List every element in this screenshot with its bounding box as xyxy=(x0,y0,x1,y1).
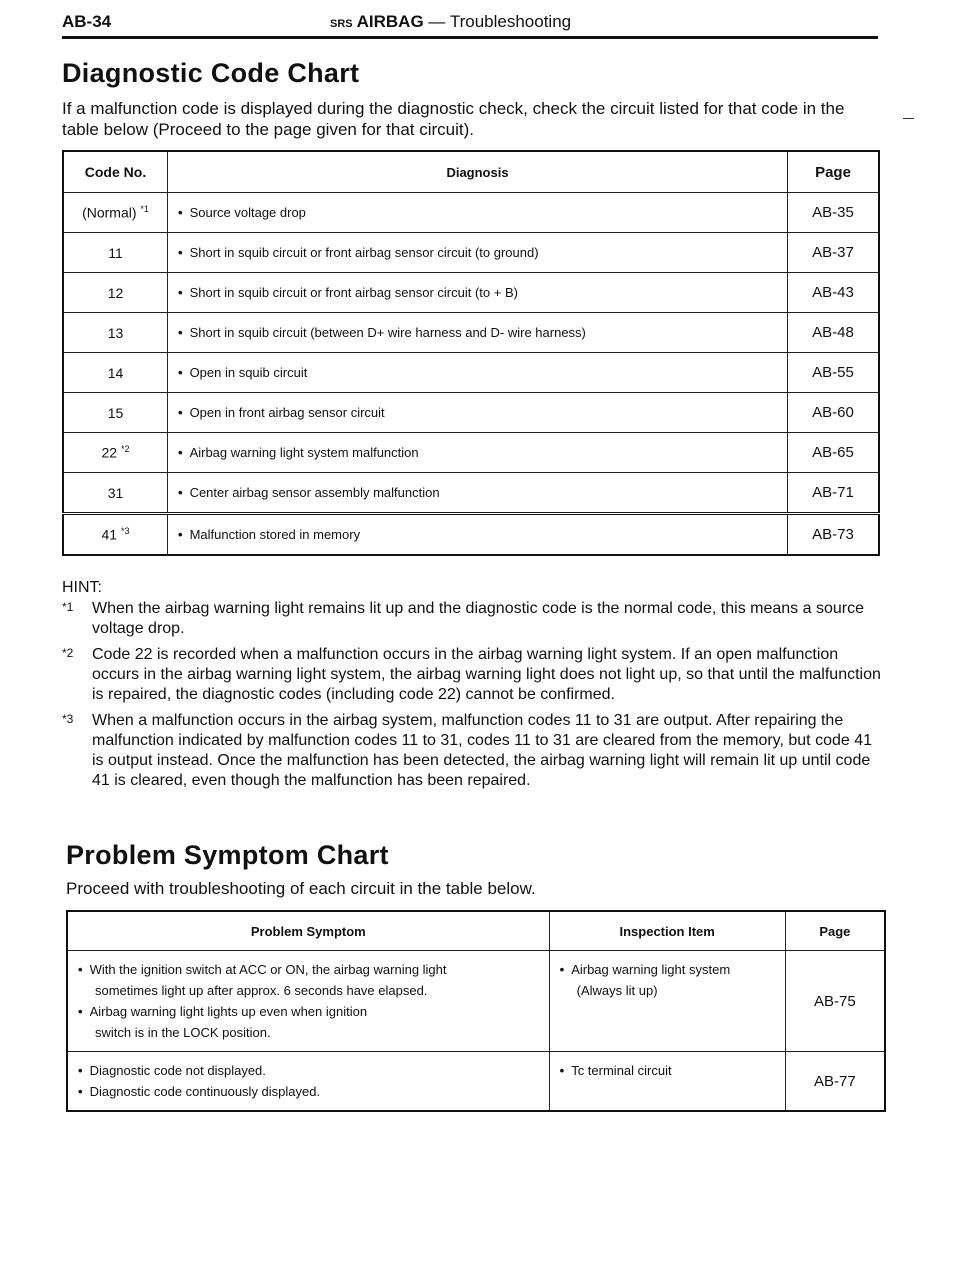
table-row xyxy=(63,353,879,393)
table-row xyxy=(63,273,879,313)
code-cell xyxy=(63,514,168,556)
footnote-mark: *3 xyxy=(62,712,74,726)
diagnosis-cell: • Center airbag sensor assembly malfunction xyxy=(168,473,788,514)
srs-label: SRS xyxy=(330,18,353,30)
page-cell: AB-35 xyxy=(788,193,880,233)
hint-block xyxy=(62,578,884,791)
table-row xyxy=(67,1052,885,1112)
footnote-mark: *1 xyxy=(140,204,149,215)
section-subtitle: — Troubleshooting xyxy=(428,12,572,31)
diagnosis-cell: • Source voltage drop xyxy=(168,193,788,233)
col-problem-symptom: Problem Symptom xyxy=(67,911,549,951)
code-cell: 31 xyxy=(63,473,168,514)
page-cell: AB-48 xyxy=(788,313,880,353)
code-cell: 11 xyxy=(63,233,168,273)
diagnosis-text: Open in front airbag sensor circuit xyxy=(189,405,385,420)
code-cell: 13 xyxy=(63,313,168,353)
diagnosis-cell: • Malfunction stored in memory xyxy=(168,514,788,556)
running-header xyxy=(62,12,878,39)
hint-note-text: Code 22 is recorded when a malfunction occurs in the airbag warning light system. If an open malfunction occurs in the airbag warning light system, the airbag warning light does not light up, so that until the malfunction is repaired, the diagnostic codes (including code 22) cannot be confirmed. xyxy=(92,646,881,703)
code-cell: 14 xyxy=(63,353,168,393)
table-row xyxy=(63,233,879,273)
code-value: 41 xyxy=(101,526,118,543)
page-cell: AB-60 xyxy=(788,393,880,433)
code-cell: 15 xyxy=(63,393,168,433)
footnote-mark: *2 xyxy=(62,646,74,660)
inspection-text: (Always lit up) xyxy=(576,983,658,998)
symptom-cell: • With the ignition switch at ACC or ON, the airbag warning light sometimes light up after approx. 6 seconds have elapsed. • Airbag warning light lights up even when ignition switch is in the LOCK position. xyxy=(67,951,549,1052)
code-value: 22 xyxy=(101,444,118,461)
hint-note xyxy=(62,599,884,639)
page-cell: AB-37 xyxy=(788,233,880,273)
margin-mark xyxy=(903,118,914,119)
table-row xyxy=(63,313,879,353)
table-header-row xyxy=(67,911,885,951)
diagnosis-text: Short in squib circuit or front airbag sensor circuit (to ground) xyxy=(189,245,539,260)
page-cell: AB-75 xyxy=(785,951,885,1052)
code-cell: 12 xyxy=(63,273,168,313)
hint-note xyxy=(62,711,884,791)
table-row xyxy=(67,951,885,1052)
table-header-row xyxy=(63,151,879,193)
table-row xyxy=(63,193,879,233)
table-row xyxy=(63,393,879,433)
section-title xyxy=(330,12,571,32)
diagnosis-text: Source voltage drop xyxy=(189,205,306,220)
diagnosis-cell: • Open in front airbag sensor circuit xyxy=(168,393,788,433)
symptom-intro: Proceed with troubleshooting of each circuit in the table below. xyxy=(66,879,536,898)
page-cell: AB-43 xyxy=(788,273,880,313)
col-page: Page xyxy=(785,911,885,951)
col-page: Page xyxy=(788,151,880,193)
symptom-text: sometimes light up after approx. 6 seconds have elapsed. xyxy=(95,983,428,998)
table-row xyxy=(63,433,879,473)
diagnosis-text: Center airbag sensor assembly malfunction xyxy=(189,485,440,500)
page-cell: AB-77 xyxy=(785,1052,885,1112)
diagnosis-text: Open in squib circuit xyxy=(189,365,308,380)
symptom-text: switch is in the LOCK position. xyxy=(95,1025,271,1040)
symptom-text: Diagnostic code not displayed. xyxy=(89,1063,266,1078)
col-code: Code No. xyxy=(63,151,168,193)
footnote-mark: *1 xyxy=(62,600,74,614)
symptom-text: Airbag warning light lights up even when ignition xyxy=(89,1004,368,1019)
diagnosis-cell: • Open in squib circuit xyxy=(168,353,788,393)
problem-symptom-chart-title: Problem Symptom Chart xyxy=(66,840,389,870)
diagnosis-cell: • Short in squib circuit or front airbag sensor circuit (to ground) xyxy=(168,233,788,273)
symptom-text: With the ignition switch at ACC or ON, the airbag warning light xyxy=(89,962,447,977)
diagnostic-intro: If a malfunction code is displayed during the diagnostic check, check the circuit listed for that code in the table below (Proceed to the page given for that circuit). xyxy=(62,99,845,139)
col-inspection-item: Inspection Item xyxy=(549,911,785,951)
diagnostic-code-chart-title: Diagnostic Code Chart xyxy=(62,58,360,88)
hint-label: HINT: xyxy=(62,579,102,596)
inspection-cell: • Tc terminal circuit xyxy=(549,1052,785,1112)
diagnosis-text: Airbag warning light system malfunction xyxy=(189,445,419,460)
page-number: AB-34 xyxy=(62,12,112,31)
diagnosis-cell: • Airbag warning light system malfunction xyxy=(168,433,788,473)
diagnosis-cell: • Short in squib circuit (between D+ wire harness and D- wire harness) xyxy=(168,313,788,353)
section-name: AIRBAG xyxy=(356,12,424,31)
diagnostic-code-table xyxy=(62,150,880,556)
diagnosis-cell: • Short in squib circuit or front airbag sensor circuit (to + B) xyxy=(168,273,788,313)
problem-symptom-table xyxy=(66,910,886,1112)
hint-note-text: When the airbag warning light remains lit up and the diagnostic code is the normal code, this means a source voltage drop. xyxy=(92,600,864,637)
diagnosis-text: Short in squib circuit or front airbag sensor circuit (to + B) xyxy=(189,285,518,300)
code-cell xyxy=(63,433,168,473)
page-cell: AB-65 xyxy=(788,433,880,473)
diagnosis-text: Malfunction stored in memory xyxy=(189,527,361,542)
page-cell: AB-71 xyxy=(788,473,880,514)
code-value: (Normal) xyxy=(82,204,137,221)
table-row xyxy=(63,473,879,514)
symptom-text: Diagnostic code continuously displayed. xyxy=(89,1084,321,1099)
inspection-text: Tc terminal circuit xyxy=(571,1063,672,1078)
page-cell: AB-73 xyxy=(788,514,880,556)
col-diagnosis: Diagnosis xyxy=(168,151,788,193)
footnote-mark: *3 xyxy=(120,526,130,537)
symptom-cell: • Diagnostic code not displayed. • Diagnostic code continuously displayed. xyxy=(67,1052,549,1112)
footnote-mark: *2 xyxy=(120,444,130,455)
inspection-cell: • Airbag warning light system (Always lit up) xyxy=(549,951,785,1052)
hint-note xyxy=(62,645,884,705)
code-cell xyxy=(63,193,168,233)
diagnosis-text: Short in squib circuit (between D+ wire harness and D- wire harness) xyxy=(189,325,586,340)
table-row xyxy=(63,514,879,556)
page-cell: AB-55 xyxy=(788,353,880,393)
inspection-text: Airbag warning light system xyxy=(571,962,731,977)
hint-note-text: When a malfunction occurs in the airbag system, malfunction codes 11 to 31 are output. After repairing the malfunction indicated by malfunction codes 11 to 31, codes 11 to 31 are cleared from the memory, but code 41 is output instead. Once the malfunction has been detected, the airbag warning light will remain lit up until code 41 is cleared, even though the malfunction has been repaired. xyxy=(92,712,872,789)
